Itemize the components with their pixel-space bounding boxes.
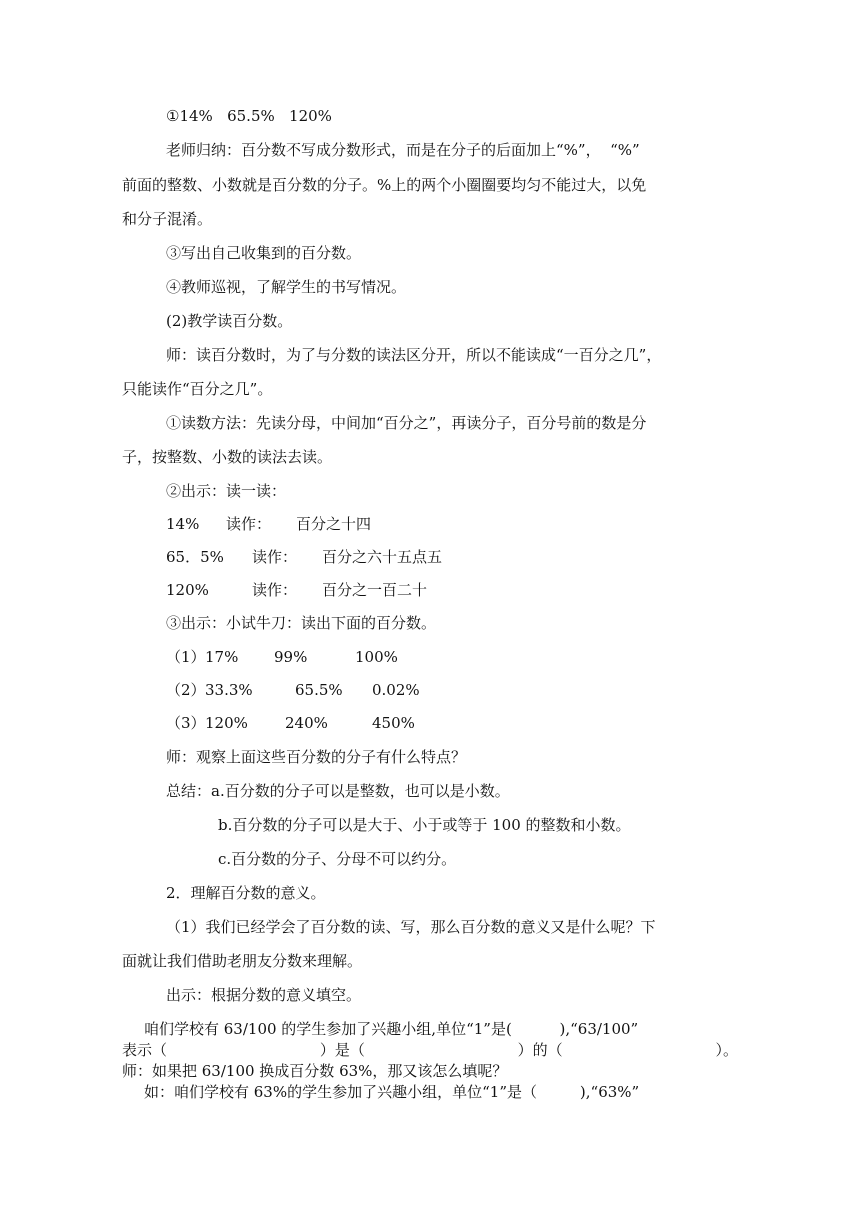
reading-text: 百分之六十五点五 [322,548,443,566]
text-line: 只能读作“百分之几”。 [122,380,273,398]
exercise-value: 65.5% [295,681,343,699]
summary-line: 总结：a.百分数的分子可以是整数，也可以是小数。 [166,782,510,800]
text-line: 出示：根据分数的意义填空。 [166,986,362,1004]
text-line: ④教师巡视，了解学生的书写情况。 [166,278,407,296]
section-heading: (2)教学读百分数。 [166,312,293,330]
blank-segment: ）。 [715,1041,738,1059]
text-line: ①读数方法：先读分母，中间加“百分之”，再读分子，百分号前的数是分 [166,414,647,432]
blank-segment: 表示（ [122,1041,168,1059]
exercise-value: 100% [355,648,398,666]
text-line: 面就让我们借助老朋友分数来理解。 [122,952,363,970]
text-line: 和分子混淆。 [122,210,213,228]
exercise-index: （3） [166,714,206,732]
text-line: 师：如果把 63/100 换成百分数 63%，那又该怎么填呢？ [122,1062,508,1080]
text-line: ②出示：读一读： [166,482,287,500]
summary-line: c.百分数的分子、分母不可以约分。 [218,850,457,868]
exercise-value: 0.02% [372,681,420,699]
text-line: 前面的整数、小数就是百分数的分子。%上的两个小圈圈要均匀不能过大，以免 [122,176,647,194]
exercise-value: 33.3% [205,681,253,699]
exercise-index: （2） [166,681,206,699]
text-line: 师：观察上面这些百分数的分子有什么特点？ [166,748,467,766]
exercise-value: 240% [285,714,328,732]
fill-in-blanks-line [122,1040,738,1060]
reading-text: 百分之十四 [296,515,372,533]
reading-text: 百分之一百二十 [322,581,428,599]
reading-number: 65．5% [166,548,224,566]
reading-label: 读作： [252,548,298,566]
exercise-value: 120% [205,714,248,732]
text-line: 老师归纳：百分数不写成分数形式，而是在分子的后面加上“%”， “%” [166,141,640,159]
fill-in-question: 如：咱们学校有 63%的学生参加了兴趣小组，单位“1”是（ ),“63%” [144,1083,640,1101]
text-line: ③出示：小试牛刀：读出下面的百分数。 [166,614,437,632]
reading-label: 读作： [252,581,298,599]
reading-number: 14% [166,515,200,533]
fill-in-question: 咱们学校有 63/100 的学生参加了兴趣小组,单位“1”是( ),“63/100” [144,1020,639,1038]
reading-number: 120% [166,581,209,599]
summary-line: b.百分数的分子可以是大于、小于或等于 100 的整数和小数。 [218,816,631,834]
exercise-value: 17% [205,648,239,666]
exercise-value: 99% [274,648,308,666]
section-heading: 2．理解百分数的意义。 [166,884,326,902]
exercise-index: （1） [166,648,206,666]
blank-segment: ）是（ [319,1041,365,1059]
text-line: （1）我们已经学会了百分数的读、写，那么百分数的意义又是什么呢？下 [166,918,656,936]
blank-segment: ）的（ [517,1041,563,1059]
reading-label: 读作： [226,515,272,533]
text-line: ①14% 65.5% 120% [166,107,332,125]
exercise-value: 450% [372,714,415,732]
text-line: ③写出自己收集到的百分数。 [166,244,362,262]
text-line: 子，按整数、小数的读法去读。 [122,448,333,466]
text-line: 师：读百分数时，为了与分数的读法区分开，所以不能读成“一百分之几”， [166,346,662,364]
